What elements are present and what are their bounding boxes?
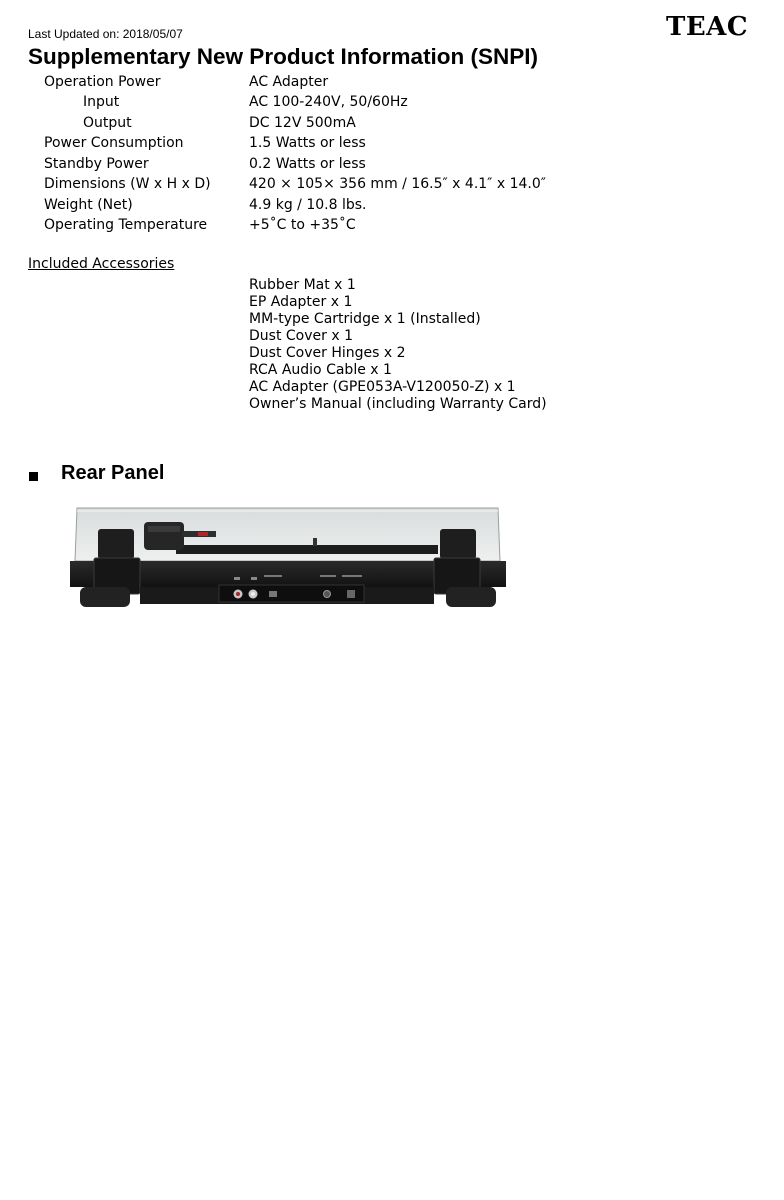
list-item: EP Adapter x 1 [249, 294, 353, 310]
rear-panel-heading: Rear Panel [61, 462, 165, 484]
spec-value: 1.5 Watts or less [249, 135, 366, 151]
spec-value: +5˚C to +35˚C [249, 217, 356, 233]
square-bullet-icon [29, 472, 38, 481]
spec-value: 420 × 105× 356 mm / 16.5″ x 4.1″ x 14.0″ [249, 176, 546, 192]
spec-label: Power Consumption [44, 135, 184, 151]
spec-value: AC Adapter [249, 74, 329, 90]
last-updated: Last Updated on: 2018/05/07 [28, 27, 183, 41]
spec-value: DC 12V 500mA [249, 115, 356, 131]
list-item: Dust Cover x 1 [249, 328, 353, 344]
spec-label: Output [83, 115, 132, 131]
spec-label: Operation Power [44, 74, 161, 90]
spec-label: Weight (Net) [44, 197, 133, 213]
spec-value: AC 100-240V, 50/60Hz [249, 94, 408, 110]
spec-label: Input [83, 94, 120, 110]
accessories-list [249, 277, 547, 413]
list-item: Rubber Mat x 1 [249, 277, 356, 293]
list-item: AC Adapter (GPE053A-V120050-Z) x 1 [249, 379, 516, 395]
spec-label: Dimensions (W x H x D) [44, 176, 211, 192]
list-item: RCA Audio Cable x 1 [249, 362, 392, 378]
spec-value: 0.2 Watts or less [249, 156, 366, 172]
spec-value: 4.9 kg / 10.8 lbs. [249, 197, 367, 213]
page-title: Supplementary New Product Information (SNPI) [28, 44, 539, 69]
turntable-rear-photo [66, 505, 512, 618]
accessories-heading: Included Accessories [28, 256, 175, 272]
teac-logo: TEAC [666, 12, 749, 42]
list-item: MM-type Cartridge x 1 (Installed) [249, 311, 481, 327]
spec-label: Operating Temperature [44, 217, 208, 233]
list-item: Dust Cover Hinges x 2 [249, 345, 406, 361]
spec-label: Standby Power [44, 156, 149, 172]
list-item: Owner’s Manual (including Warranty Card) [249, 396, 547, 412]
